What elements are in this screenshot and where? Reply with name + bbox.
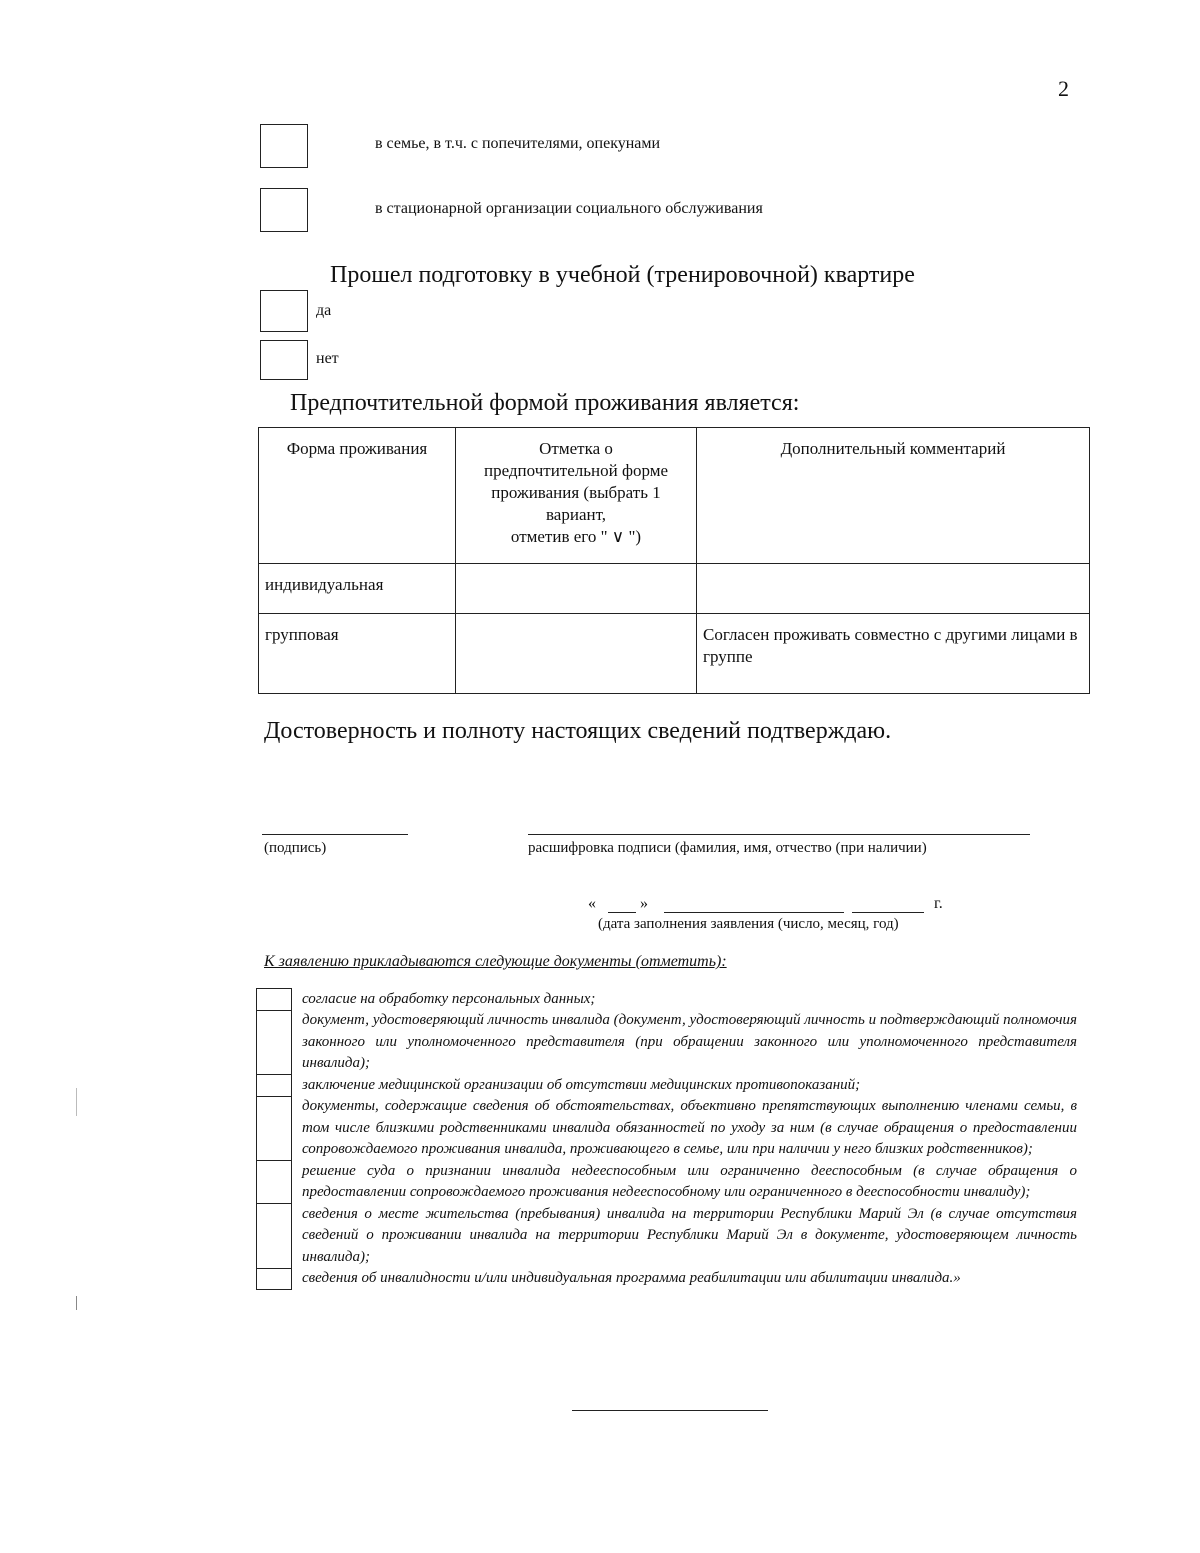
- checkbox-training-no[interactable]: [260, 340, 308, 380]
- document-checkbox[interactable]: [257, 1268, 292, 1290]
- date-day-line[interactable]: [608, 912, 636, 913]
- date-quote-close: »: [640, 895, 648, 912]
- header-comment-text: Дополнительный комментарий: [780, 439, 1006, 458]
- list-item: [257, 1268, 1078, 1290]
- date-month-line[interactable]: [664, 912, 844, 913]
- header-mark-line: отметив его " ∨ "): [510, 527, 642, 546]
- table-row: [259, 564, 1090, 614]
- option-inpatient-label: в стационарной организации социального обслуживания: [375, 200, 763, 217]
- date-quote-open: «: [588, 895, 596, 912]
- list-item: [257, 1204, 1078, 1269]
- preference-heading: Предпочтительной формой проживания является:: [290, 390, 800, 416]
- list-item: [257, 989, 1078, 1011]
- row-group-mark[interactable]: [456, 614, 697, 694]
- list-item: [257, 1075, 1078, 1097]
- row-group-form: групповая: [259, 614, 456, 694]
- confirmation-text: Достоверность и полноту настоящих сведений подтверждаю.: [264, 718, 892, 744]
- document-checkbox[interactable]: [257, 1204, 292, 1269]
- documents-list: [256, 988, 1078, 1290]
- header-mark-line: проживания (выбрать 1: [491, 483, 661, 502]
- table-header-row: [259, 428, 1090, 564]
- checkbox-family[interactable]: [260, 124, 308, 168]
- training-no-label: нет: [316, 350, 339, 367]
- signature-decode-caption: расшифровка подписи (фамилия, имя, отчество (при наличии): [528, 840, 927, 856]
- page-number: 2: [1058, 76, 1069, 101]
- signature-decode-line[interactable]: [528, 834, 1030, 835]
- document-item-text: сведения об инвалидности и/или индивидуальная программа реабилитации или абилитации инвалида.»: [302, 1270, 961, 1286]
- row-individual-mark[interactable]: [456, 564, 697, 614]
- document-item-text: согласие на обработку персональных данных;: [302, 990, 596, 1007]
- checkbox-training-yes[interactable]: [260, 290, 308, 332]
- row-individual-form: индивидуальная: [259, 564, 456, 614]
- document-item-text: решение суда о признании инвалида недееспособным или ограниченно дееспособным (в случае обращения о предоставлении сопровождаемого проживания недееспособному или ограниченного в дееспособности инвалиду);: [302, 1162, 1077, 1200]
- row-individual-comment[interactable]: [697, 564, 1090, 614]
- footer-separator: [572, 1410, 768, 1411]
- date-year-line[interactable]: [852, 912, 924, 913]
- list-item: [257, 1096, 1078, 1161]
- document-item-text: документ, удостоверяющий личность инвалида (документ, удостоверяющий личность и подтверждающий полномочия законного или уполномоченного представителя (при обращении законного или уполномоченного представителя инвалида);: [302, 1012, 1077, 1071]
- document-checkbox[interactable]: [257, 1096, 292, 1161]
- signature-line[interactable]: [262, 834, 408, 835]
- document-item-text: сведения о месте жительства (пребывания) инвалида на территории Республики Марий Эл (в случае отсутствия сведений о проживании инвалида на территории Республики Марий Эл в документе, удостоверяющем личность инвалида);: [302, 1205, 1077, 1265]
- checkbox-inpatient[interactable]: [260, 188, 308, 232]
- scan-artifact-mark: [76, 1296, 77, 1310]
- date-caption: (дата заполнения заявления (число, месяц, год): [598, 916, 899, 932]
- header-comment: [697, 428, 1090, 564]
- document-checkbox[interactable]: [257, 1161, 292, 1204]
- list-item: [257, 1010, 1078, 1075]
- header-mark: [456, 428, 697, 564]
- document-item-text: заключение медицинской организации об отсутствии медицинских противопоказаний;: [302, 1076, 861, 1093]
- list-item: [257, 1161, 1078, 1204]
- header-form-text: Форма проживания: [286, 439, 428, 458]
- row-group-comment[interactable]: Согласен проживать совместно с другими лицами в группе: [697, 614, 1090, 694]
- document-item-text: документы, содержащие сведения об обстоятельствах, объективно препятствующих выполнению членами семьи, в том числе близкими родственниками инвалида обязанностей по уходу за ним (в случае обращения о предоставлении сопровождаемого проживания инвалида, проживающего в семье, или при наличии у него близких родственников);: [302, 1098, 1077, 1157]
- document-checkbox[interactable]: [257, 1010, 292, 1075]
- training-yes-label: да: [316, 302, 332, 319]
- header-mark-line: предпочтительной форме: [483, 461, 669, 480]
- documents-heading: К заявлению прикладываются следующие документы (отметить):: [264, 953, 727, 970]
- signature-caption: (подпись): [264, 840, 327, 856]
- training-heading: Прошел подготовку в учебной (тренировочной) квартире: [330, 262, 915, 288]
- header-mark-line: вариант,: [546, 505, 606, 524]
- document-checkbox[interactable]: [257, 989, 292, 1011]
- document-checkbox[interactable]: [257, 1075, 292, 1097]
- preference-table: [258, 427, 1090, 694]
- date-year-suffix: г.: [934, 895, 943, 912]
- scan-artifact-mark: [76, 1088, 77, 1116]
- table-row: [259, 614, 1090, 694]
- header-mark-line: Отметка о: [539, 439, 613, 458]
- option-family-label: в семье, в т.ч. с попечителями, опекунами: [375, 135, 661, 152]
- header-form: [259, 428, 456, 564]
